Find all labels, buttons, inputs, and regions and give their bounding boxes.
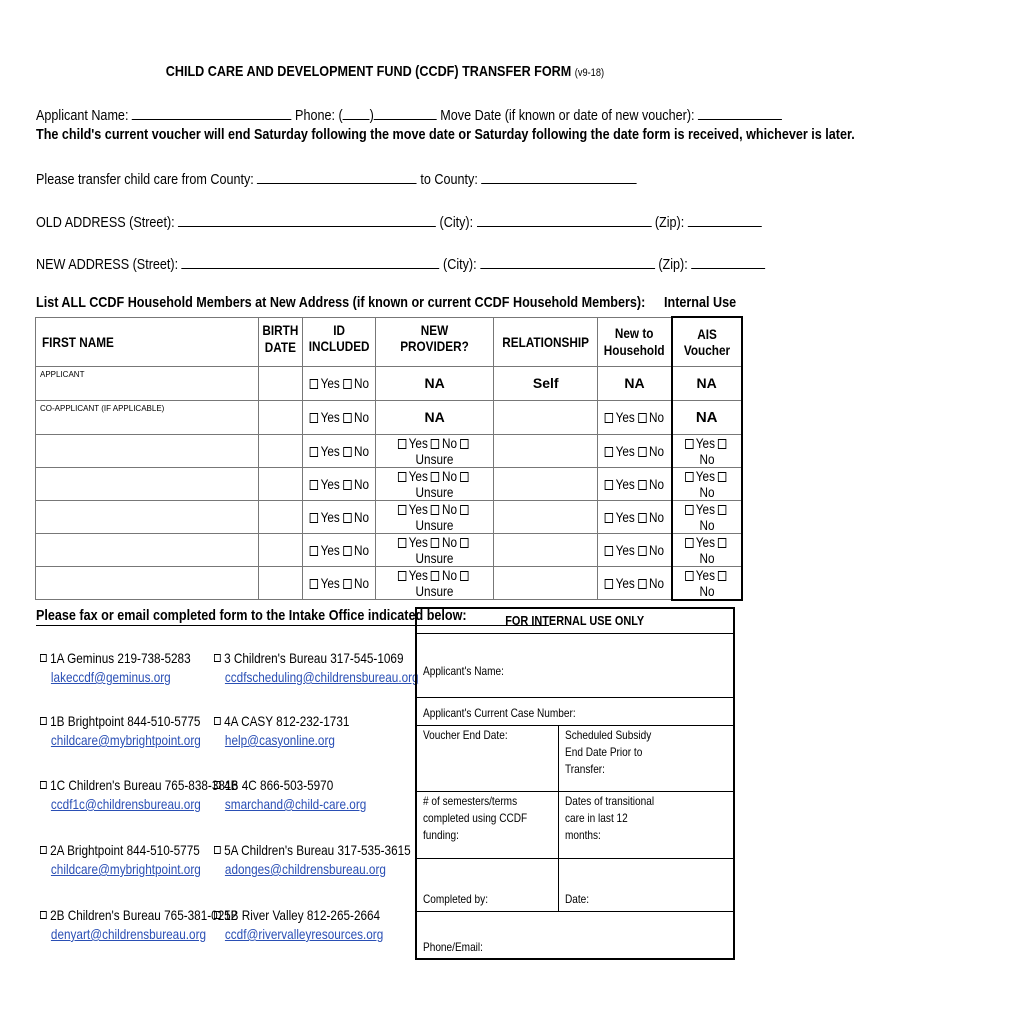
col-birth-date: BIRTH DATE: [259, 317, 303, 366]
divider: [417, 858, 733, 859]
first-name-cell[interactable]: [36, 533, 259, 566]
col-ais-voucher: AIS Voucher: [672, 317, 742, 366]
new-city-label: (City):: [443, 256, 477, 273]
first-name-cell[interactable]: [36, 500, 259, 533]
no-checkbox[interactable]: [343, 447, 351, 457]
no-checkbox[interactable]: [343, 480, 351, 490]
id-included-cell: Yes No: [302, 400, 375, 434]
yes-checkbox[interactable]: [309, 447, 317, 457]
no-checkbox[interactable]: [343, 413, 351, 423]
old-street-field[interactable]: [178, 211, 436, 227]
new-provider-cell: Yes No Unsure: [376, 566, 494, 600]
office-checkbox[interactable]: [214, 781, 221, 789]
yes-checkbox[interactable]: [309, 379, 317, 389]
new-to-household-cell: Yes No: [598, 434, 672, 467]
old-street-label: OLD ADDRESS (Street):: [36, 214, 175, 231]
new-city-field[interactable]: [480, 253, 655, 269]
applicant-line: [36, 104, 924, 124]
first-name-cell[interactable]: [36, 434, 259, 467]
applicant-name-internal[interactable]: Applicant's Name:: [423, 664, 504, 678]
voucher-notice: [36, 126, 1011, 143]
no-checkbox[interactable]: [343, 579, 351, 589]
office-checkbox[interactable]: [40, 846, 47, 854]
office-5b: 5B River Valley 812-265-2664 ccdf@rivervalleyresources.org: [214, 906, 416, 944]
new-to-household-cell: Yes No: [598, 467, 672, 500]
household-row-member: [36, 500, 742, 533]
id-included-cell: Yes No: [302, 366, 375, 400]
no-checkbox[interactable]: [718, 505, 726, 515]
household-table: [35, 316, 743, 601]
household-heading: [36, 294, 761, 311]
coapplicant-row-label: CO-APPLICANT (IF APPLICABLE): [36, 400, 259, 434]
ais-voucher-cell: Yes No: [672, 500, 742, 533]
phone-number-field[interactable]: [374, 104, 437, 120]
old-zip-field[interactable]: [688, 211, 762, 227]
office-4a: 4A CASY 812-232-1731 help@casyonline.org: [214, 712, 375, 750]
household-row-member: [36, 566, 742, 600]
ais-voucher-cell: Yes No: [672, 467, 742, 500]
unsure-checkbox[interactable]: [460, 439, 468, 449]
yes-checkbox[interactable]: [309, 413, 317, 423]
ais-voucher-cell: NA: [672, 366, 742, 400]
new-provider-cell: Yes No Unsure: [376, 533, 494, 566]
old-city-label: (City):: [439, 214, 474, 231]
no-checkbox[interactable]: [431, 472, 439, 482]
yes-checkbox[interactable]: [685, 505, 693, 515]
id-included-cell: Yes No: [302, 434, 375, 467]
no-checkbox[interactable]: [343, 513, 351, 523]
internal-use-label-text: Internal Use: [664, 294, 737, 311]
birth-date-cell[interactable]: [259, 500, 303, 533]
phone-email[interactable]: Phone/Email:: [423, 940, 483, 954]
no-checkbox[interactable]: [431, 538, 439, 548]
household-row-member: [36, 467, 742, 500]
divider: [417, 633, 733, 634]
unsure-checkbox[interactable]: [460, 472, 468, 482]
ais-voucher-cell: NA: [672, 400, 742, 434]
completed-date[interactable]: Date:: [565, 892, 590, 906]
no-checkbox[interactable]: [718, 439, 726, 449]
new-to-household-cell: Yes No: [598, 400, 672, 434]
office-checkbox[interactable]: [40, 781, 47, 789]
office-1a: 1A Geminus 219-738-5283 lakeccdf@geminus.org: [40, 649, 219, 687]
new-provider-cell: NA: [376, 366, 494, 400]
transfer-county-line: [36, 168, 751, 188]
relationship-cell[interactable]: [494, 500, 598, 533]
office-email-link[interactable]: denyart@childrensbureau.org: [50, 926, 207, 942]
move-date-field[interactable]: [698, 104, 782, 120]
office-checkbox[interactable]: [40, 717, 47, 725]
birth-date-cell[interactable]: [259, 467, 303, 500]
no-checkbox[interactable]: [638, 546, 646, 556]
divider: [417, 911, 733, 912]
birth-date-cell[interactable]: [259, 533, 303, 566]
yes-checkbox[interactable]: [685, 538, 693, 548]
old-address-line: [36, 211, 900, 231]
id-included-cell: Yes No: [302, 500, 375, 533]
new-to-household-cell: Yes No: [598, 500, 672, 533]
divider: [417, 791, 733, 792]
to-county-field[interactable]: [481, 168, 636, 184]
from-county-label: Please transfer child care from County:: [36, 171, 254, 188]
column-divider: [558, 725, 559, 911]
to-county-label: to County:: [420, 171, 478, 188]
yes-checkbox[interactable]: [605, 579, 613, 589]
office-1b: 1B Brightpoint 844-510-5775 childcare@mybrightpoint.org: [40, 712, 231, 750]
no-checkbox[interactable]: [343, 546, 351, 556]
ais-voucher-cell: Yes No: [672, 533, 742, 566]
yes-checkbox[interactable]: [309, 546, 317, 556]
office-email-link[interactable]: ccdf1c@childrensbureau.org: [50, 796, 201, 812]
old-zip-label: (Zip):: [654, 214, 685, 231]
relationship-cell[interactable]: [494, 467, 598, 500]
new-provider-cell: Yes No Unsure: [376, 500, 494, 533]
household-header-row: [36, 317, 742, 366]
internal-use-label: [664, 294, 750, 311]
no-checkbox[interactable]: [343, 379, 351, 389]
no-checkbox[interactable]: [431, 439, 439, 449]
yes-checkbox[interactable]: [605, 546, 613, 556]
yes-checkbox[interactable]: [685, 571, 693, 581]
yes-checkbox[interactable]: [685, 439, 693, 449]
col-id-included: ID INCLUDED: [302, 317, 375, 366]
relationship-cell[interactable]: [494, 434, 598, 467]
title-text: CHILD CARE AND DEVELOPMENT FUND (CCDF) TRANSFER FORM: [165, 63, 572, 80]
col-first-name: FIRST NAME: [36, 317, 259, 366]
new-street-field[interactable]: [182, 253, 440, 269]
phone-label: Phone: (: [295, 107, 343, 124]
yes-checkbox[interactable]: [605, 513, 613, 523]
form-version: (v9-18): [574, 67, 605, 79]
internal-use-box: [415, 607, 735, 960]
new-to-household-cell: NA: [598, 366, 672, 400]
id-included-cell: Yes No: [302, 533, 375, 566]
divider: [417, 725, 733, 726]
household-row-member: [36, 434, 742, 467]
col-new-provider: NEW PROVIDER?: [376, 317, 494, 366]
household-row-coapplicant: [36, 400, 742, 434]
birth-date-cell[interactable]: [259, 434, 303, 467]
transitional-care-dates[interactable]: Dates of transitional care in last 12 months:: [565, 794, 655, 842]
office-2b: 2B Children's Bureau 765-381-0212 denyart@childrensbureau.org: [40, 906, 275, 944]
first-name-cell[interactable]: [36, 566, 259, 600]
no-checkbox[interactable]: [718, 571, 726, 581]
phone-area-code-field[interactable]: [343, 104, 370, 120]
office-checkbox[interactable]: [214, 846, 221, 854]
yes-checkbox[interactable]: [605, 480, 613, 490]
scheduled-subsidy-end[interactable]: Scheduled Subsidy End Date Prior to Transfer:: [565, 728, 652, 776]
new-address-line: [36, 253, 904, 273]
relationship-cell: Self: [494, 366, 598, 400]
relationship-cell[interactable]: [494, 533, 598, 566]
new-to-household-cell: Yes No: [598, 566, 672, 600]
no-checkbox[interactable]: [431, 505, 439, 515]
applicant-name-field[interactable]: [132, 104, 292, 120]
yes-checkbox[interactable]: [309, 579, 317, 589]
no-checkbox[interactable]: [718, 472, 726, 482]
office-checkbox[interactable]: [40, 654, 47, 662]
first-name-cell[interactable]: [36, 467, 259, 500]
no-checkbox[interactable]: [638, 413, 646, 423]
yes-checkbox[interactable]: [398, 571, 406, 581]
yes-checkbox[interactable]: [309, 480, 317, 490]
office-3: 3 Children's Bureau 317-545-1069 ccdfscheduling@childrensbureau.org: [214, 649, 458, 687]
offices-heading-text: Please fax or email completed form to the Intake Office indicated below:: [36, 607, 467, 624]
office-email-link[interactable]: adonges@childrensbureau.org: [224, 861, 386, 877]
unsure-checkbox[interactable]: [460, 538, 468, 548]
birth-date-cell[interactable]: [259, 566, 303, 600]
yes-checkbox[interactable]: [685, 472, 693, 482]
new-street-label: NEW ADDRESS (Street):: [36, 256, 179, 273]
new-provider-cell: Yes No Unsure: [376, 434, 494, 467]
yes-checkbox[interactable]: [398, 538, 406, 548]
office-email-link[interactable]: childcare@mybrightpoint.org: [50, 732, 201, 748]
office-email-link[interactable]: ccdfscheduling@childrensbureau.org: [224, 669, 419, 685]
col-new-to-household: New to Household: [598, 317, 672, 366]
office-email-link[interactable]: smarchand@child-care.org: [224, 796, 367, 812]
no-checkbox[interactable]: [638, 480, 646, 490]
birth-date-cell[interactable]: [259, 366, 303, 400]
applicant-name-label: Applicant Name:: [36, 107, 129, 124]
semesters-completed[interactable]: # of semesters/terms completed using CCDF funding:: [423, 794, 528, 842]
ais-voucher-cell: Yes No: [672, 434, 742, 467]
office-email-link[interactable]: ccdf@rivervalleyresources.org: [224, 926, 384, 942]
col-relationship: RELATIONSHIP: [494, 317, 598, 366]
voucher-notice-text: The child's current voucher will end Saturday following the move date or Saturday following the date form is received, whichever is later.: [36, 126, 855, 143]
old-city-field[interactable]: [477, 211, 652, 227]
office-1c: 1C Children's Bureau 765-838-3816 ccdf1c@childrensbureau.org: [40, 776, 276, 814]
new-provider-cell: Yes No Unsure: [376, 467, 494, 500]
new-zip-field[interactable]: [691, 253, 765, 269]
no-checkbox[interactable]: [638, 579, 646, 589]
from-county-field[interactable]: [257, 168, 417, 184]
office-email-link[interactable]: help@casyonline.org: [224, 732, 335, 748]
yes-checkbox[interactable]: [398, 439, 406, 449]
yes-checkbox[interactable]: [605, 413, 613, 423]
phone-paren: ): [369, 107, 374, 124]
unsure-checkbox[interactable]: [460, 505, 468, 515]
id-included-cell: Yes No: [302, 566, 375, 600]
office-checkbox[interactable]: [214, 717, 221, 725]
office-5a: 5A Children's Bureau 317-535-3615 adonges@childrensbureau.org: [214, 841, 448, 879]
new-to-household-cell: Yes No: [598, 533, 672, 566]
office-checkbox[interactable]: [214, 911, 221, 919]
relationship-cell[interactable]: [494, 400, 598, 434]
birth-date-cell[interactable]: [259, 400, 303, 434]
id-included-cell: Yes No: [302, 467, 375, 500]
office-email-link[interactable]: lakeccdf@geminus.org: [50, 669, 171, 685]
case-number-label[interactable]: Applicant's Current Case Number:: [423, 706, 576, 720]
internal-use-title: FOR INTERNAL USE ONLY: [505, 613, 645, 628]
divider: [417, 697, 733, 698]
completed-by[interactable]: Completed by:: [423, 892, 488, 906]
office-4b: 4B 4C 866-503-5970 smarchand@child-care.org: [214, 776, 395, 814]
office-checkbox[interactable]: [214, 654, 221, 662]
new-provider-cell: NA: [376, 400, 494, 434]
no-checkbox[interactable]: [638, 513, 646, 523]
yes-checkbox[interactable]: [309, 513, 317, 523]
unsure-checkbox[interactable]: [460, 571, 468, 581]
household-row-member: [36, 533, 742, 566]
yes-checkbox[interactable]: [398, 472, 406, 482]
no-checkbox[interactable]: [638, 447, 646, 457]
yes-checkbox[interactable]: [398, 505, 406, 515]
applicant-row-label: APPLICANT: [36, 366, 259, 400]
household-row-applicant: [36, 366, 742, 400]
household-heading-text: List ALL CCDF Household Members at New Address (if known or current CCDF Household Members):: [36, 294, 646, 311]
voucher-end-date[interactable]: Voucher End Date:: [423, 728, 508, 742]
ais-voucher-cell: Yes No: [672, 566, 742, 600]
no-checkbox[interactable]: [718, 538, 726, 548]
relationship-cell[interactable]: [494, 566, 598, 600]
office-checkbox[interactable]: [40, 911, 47, 919]
new-zip-label: (Zip):: [658, 256, 688, 273]
move-date-label: Move Date (if known or date of new voucher):: [440, 107, 695, 124]
office-2a: 2A Brightpoint 844-510-5775 childcare@mybrightpoint.org: [40, 841, 231, 879]
no-checkbox[interactable]: [431, 571, 439, 581]
yes-checkbox[interactable]: [605, 447, 613, 457]
office-email-link[interactable]: childcare@mybrightpoint.org: [50, 861, 201, 877]
form-title: [0, 63, 770, 80]
